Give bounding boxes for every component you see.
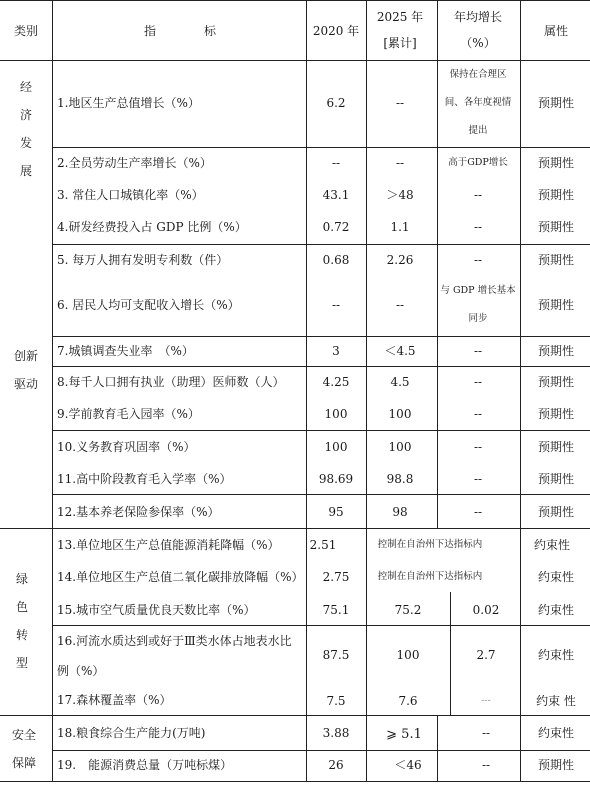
attribute: 预期性 <box>537 407 575 421</box>
category-green: 绿 色 转 型 <box>15 572 28 670</box>
value-2020: 87.5 <box>322 648 350 662</box>
row-divider <box>52 147 590 148</box>
header-2020: 2020 年 <box>312 24 360 38</box>
value-2025: -- <box>395 298 405 312</box>
value-2020: 3.88 <box>322 726 350 740</box>
col-divider <box>52 0 53 781</box>
growth-note: 保持在合理区 <box>449 69 507 80</box>
indicator-name: 7.城镇调查失业率 （%） <box>57 344 194 358</box>
indicator-name: 15.城市空气质量优良天数比率（%） <box>57 603 256 617</box>
indicator-name: 6. 居民人均可支配收入增长（%） <box>57 298 240 312</box>
col-divider <box>366 0 367 781</box>
value-2020: 7.5 <box>326 694 346 708</box>
merged-target-note: 控制在自治州下达指标内 <box>377 539 483 550</box>
indicator-name: 11.高中阶段教育毛入学率（%） <box>57 472 232 486</box>
col-divider <box>437 0 438 528</box>
growth-value: 0.02 <box>472 603 500 617</box>
row-divider <box>52 244 590 245</box>
attribute: 预期性 <box>537 253 575 267</box>
table-border-bottom <box>0 781 590 782</box>
category-security: 安全 保障 <box>11 728 36 770</box>
col-divider <box>520 0 521 781</box>
growth-note: 同步 <box>468 313 488 324</box>
value-2025: -- <box>395 96 405 110</box>
indicator-name: 16.河流水质达到或好于Ⅲ类水体占地表水比 <box>57 634 292 648</box>
attribute: 预期性 <box>537 156 575 170</box>
value-2020: 2.51 <box>309 538 337 552</box>
merged-target-note: 控制在自治州下达指标内 <box>377 571 483 582</box>
attribute: 约束性 <box>537 648 575 662</box>
growth-value: -- <box>473 220 483 234</box>
value-2020: 95 <box>328 505 344 519</box>
col-divider <box>437 715 438 781</box>
attribute: 约束 性 <box>536 694 576 708</box>
attribute: 预期性 <box>537 188 575 202</box>
header-growth-unit: （%） <box>460 36 496 50</box>
growth-value: -- <box>473 505 483 519</box>
attribute: 预期性 <box>537 440 575 454</box>
value-2025: ＜4.5 <box>384 344 416 358</box>
indicator-name: 3. 常住人口城镇化率（%） <box>57 188 204 202</box>
indicator-name: 10.义务教育巩固率（%） <box>57 440 196 454</box>
growth-value: 2.7 <box>476 648 496 662</box>
indicator-name: 13.单位地区生产总值能源消耗降幅（%） <box>57 538 280 552</box>
attribute: 约束性 <box>537 570 575 584</box>
value-2020: 6.2 <box>326 96 346 110</box>
header-category: 类别 <box>13 24 39 38</box>
value-2020: 0.68 <box>322 253 350 267</box>
row-divider <box>52 494 590 495</box>
value-2025: 100 <box>396 648 420 662</box>
category-economy: 经 济 发 展 <box>19 80 32 178</box>
value-2020: 0.72 <box>322 220 350 234</box>
attribute: 预期性 <box>537 758 575 772</box>
row-divider <box>52 336 590 337</box>
attribute: 预期性 <box>537 472 575 486</box>
value-2020: 98.69 <box>318 472 354 486</box>
growth-note: 间、各年度视情 <box>444 97 512 108</box>
value-2020: 3 <box>332 344 340 358</box>
attribute: 预期性 <box>537 96 575 110</box>
value-2020: 100 <box>324 407 348 421</box>
value-2025: 100 <box>388 440 412 454</box>
header-attribute: 属性 <box>543 24 569 38</box>
attribute: 约束性 <box>537 726 575 740</box>
growth-value: -- <box>473 440 483 454</box>
indicator-name: 2.全员劳动生产率增长（%） <box>57 156 212 170</box>
growth-value: -- <box>473 344 483 358</box>
category-innovation: 创新 驱动 <box>13 349 38 391</box>
value-2020: 4.25 <box>322 375 350 389</box>
indicator-name: 14.单位地区生产总值二氧化碳排放降幅（%） <box>57 570 304 584</box>
value-2020: 2.75 <box>322 570 350 584</box>
row-divider <box>52 366 590 367</box>
indicator-name: 4.研发经费投入占 GDP 比例（%） <box>57 220 247 234</box>
growth-value: 高于GDP增长 <box>448 157 508 168</box>
growth-value: -- <box>473 188 483 202</box>
indicator-name: 18.粮食综合生产能力(万吨) <box>57 726 206 740</box>
attribute: 预期性 <box>537 505 575 519</box>
row-divider <box>52 750 590 751</box>
value-2025: 1.1 <box>390 220 410 234</box>
col-divider <box>450 592 451 715</box>
attribute: 预期性 <box>537 220 575 234</box>
header-divider <box>0 60 590 61</box>
table-border-top <box>0 0 590 1</box>
growth-value: -- <box>473 472 483 486</box>
indicator-name: 12.基本养老保险参保率（%） <box>57 505 220 519</box>
value-2025: -- <box>395 156 405 170</box>
value-2020: -- <box>331 298 341 312</box>
attribute: 约束性 <box>533 538 571 552</box>
attribute: 预期性 <box>537 375 575 389</box>
growth-value: -- <box>473 407 483 421</box>
value-2025: 75.2 <box>394 603 422 617</box>
indicator-name: 1.地区生产总值增长（%） <box>57 96 200 110</box>
indicator-name: 9.学前教育毛入园率（%） <box>57 407 200 421</box>
growth-value: -- <box>481 758 491 772</box>
indicator-name-cont: 例（%） <box>57 664 105 678</box>
attribute: 预期性 <box>537 344 575 358</box>
header-2025-cumulative: [累计] <box>383 36 417 50</box>
value-2025: ⩾ 5.1 <box>386 727 422 742</box>
indicator-name: 8.每千人口拥有执业（助理）医师数（人） <box>57 375 285 389</box>
value-2020: 75.1 <box>322 603 350 617</box>
growth-note: 提出 <box>468 125 488 136</box>
value-2025: ＜46 <box>394 758 422 772</box>
value-2025: 100 <box>388 407 412 421</box>
header-2025: 2025 年 <box>376 10 424 24</box>
value-2025: ＞48 <box>386 188 414 202</box>
value-2020: 26 <box>328 758 344 772</box>
value-2025: 4.5 <box>390 375 410 389</box>
col-divider <box>306 0 307 781</box>
row-divider <box>52 430 590 431</box>
growth-value: -- <box>473 375 483 389</box>
value-2025: 98.8 <box>386 472 414 486</box>
section-divider <box>0 715 590 716</box>
growth-value: -- <box>473 253 483 267</box>
attribute: 预期性 <box>537 298 575 312</box>
indicator-name: 5. 每万人拥有发明专利数（件） <box>57 253 229 267</box>
value-2020: 43.1 <box>322 188 350 202</box>
growth-note: 与 GDP 增长基本 <box>440 285 516 296</box>
growth-value: --- <box>481 695 491 706</box>
value-2025: 98 <box>392 505 408 519</box>
row-divider <box>52 625 590 626</box>
indicator-name: 17.森林覆盖率（%） <box>57 693 172 707</box>
header-growth: 年均增长 <box>453 10 503 24</box>
section-divider <box>0 528 590 529</box>
value-2025: 7.6 <box>398 694 418 708</box>
indicator-name: 19. 能源消费总量（万吨标煤） <box>57 758 233 772</box>
header-indicator: 指 标 <box>143 24 217 38</box>
growth-value: -- <box>481 726 491 740</box>
value-2020: -- <box>331 156 341 170</box>
value-2025: 2.26 <box>386 253 414 267</box>
value-2020: 100 <box>324 440 348 454</box>
attribute: 约束性 <box>537 603 575 617</box>
